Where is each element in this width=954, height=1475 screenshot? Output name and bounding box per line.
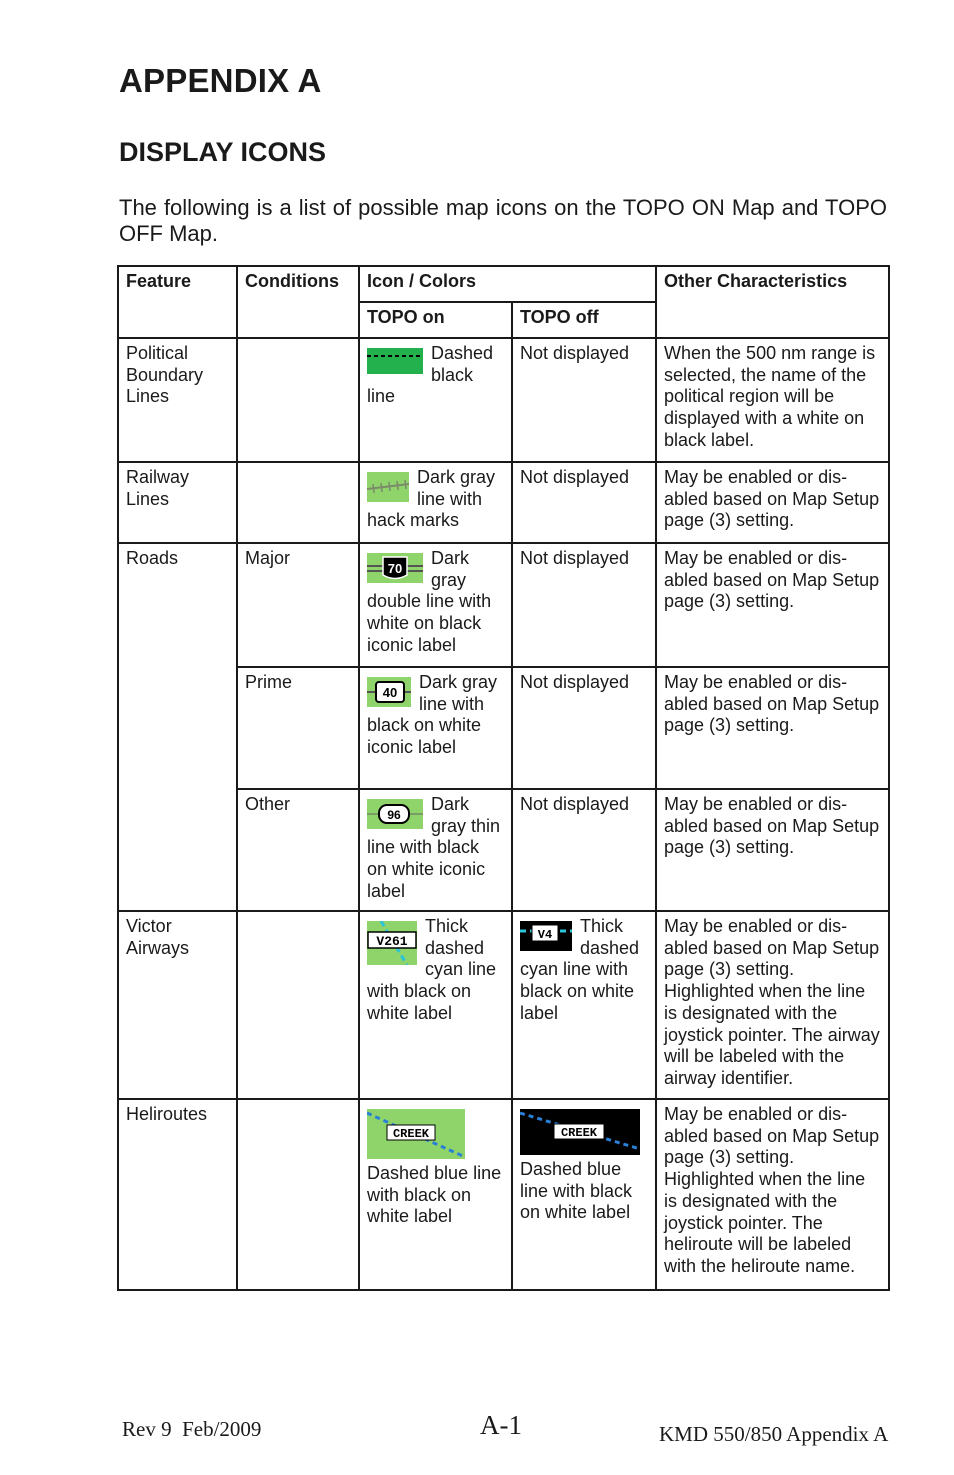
victor-airway-off-icon	[520, 921, 572, 951]
topo-on-text: Dashed blue line with black on white label	[367, 1163, 502, 1227]
major-road-label: 70	[387, 561, 403, 576]
topo-on-cell	[359, 911, 512, 1099]
conditions-cell	[237, 462, 359, 543]
topo-on-text: Thick dashed cyan line with black on white label	[367, 916, 497, 1023]
heliroute-off-icon	[520, 1109, 648, 1155]
topo-on-cell	[359, 462, 512, 543]
topo-on-cell	[359, 789, 512, 911]
topo-on-text: Dark gray line with hack marks	[367, 467, 496, 531]
conditions-cell: Major	[237, 543, 359, 667]
airway-on-label: V261	[376, 934, 408, 949]
topo-off-cell: Not displayed	[512, 667, 656, 789]
prime-road-icon	[367, 677, 411, 707]
header-conditions: Conditions	[237, 266, 359, 338]
topo-off-cell: Not displayed	[512, 789, 656, 911]
other-characteristics-cell: May be enabled or dis-abled based on Map Setup page (3) setting.	[656, 462, 889, 543]
airway-off-label: V4	[537, 928, 553, 942]
feature-cell: Political Boundary Lines	[118, 338, 237, 462]
railway-icon	[367, 472, 409, 502]
topo-off-text: Dashed blue line with black on white label	[520, 1159, 633, 1223]
topo-on-cell	[359, 1099, 512, 1290]
appendix-title: APPENDIX A	[119, 62, 322, 99]
topo-on-text: Dark gray line with black on white iconic label	[367, 672, 498, 758]
footer-revision: Rev 9 Feb/2009	[122, 1417, 262, 1441]
footer-document-title: KMD 550/850 Appendix A	[659, 1422, 889, 1446]
other-characteristics-cell: May be enabled or dis-abled based on Map Setup page (3) setting.	[656, 543, 889, 667]
table-row	[118, 462, 889, 543]
topo-on-text: Dark gray double line with white on black iconic label	[367, 548, 492, 655]
feature-cell: Railway Lines	[118, 462, 237, 543]
topo-on-cell	[359, 543, 512, 667]
page-number: A-1	[480, 1410, 522, 1440]
feature-cell: Heliroutes	[118, 1099, 237, 1290]
header-other-characteristics: Other Characteristics	[656, 266, 889, 338]
heli-off-label: CREEK	[560, 1126, 598, 1140]
conditions-cell	[237, 911, 359, 1099]
victor-airway-on-icon	[367, 921, 417, 965]
topo-on-cell	[359, 338, 512, 462]
display-icons-table	[117, 265, 890, 1291]
header-feature: Feature	[118, 266, 237, 338]
other-characteristics-cell: May be enabled or dis-abled based on Map Setup page (3) setting.	[656, 667, 889, 789]
table-row	[118, 1099, 889, 1290]
topo-off-cell	[512, 911, 656, 1099]
table-row	[118, 338, 889, 462]
topo-on-text: Dashed black line	[367, 343, 494, 407]
conditions-cell: Prime	[237, 667, 359, 789]
topo-off-cell: Not displayed	[512, 543, 656, 667]
table-row	[118, 543, 889, 667]
other-characteristics-cell: May be enabled or dis-abled based on Map Setup page (3) setting. Highlighted when the line is designated with the joystick pointer. The airway will be labeled with the airway identifier.	[656, 911, 889, 1099]
topo-off-text: Thick dashed cyan line with black on white label	[520, 916, 640, 1023]
topo-on-cell	[359, 667, 512, 789]
header-icon-colors: Icon / Colors	[359, 266, 656, 302]
conditions-cell	[237, 1099, 359, 1290]
political-boundary-icon	[367, 348, 423, 374]
other-characteristics-cell: May be enabled or dis-abled based on Map Setup page (3) setting.	[656, 789, 889, 911]
other-characteristics-cell: May be enabled or dis-abled based on Map Setup page (3) setting. Highlighted when the line is designated with the joystick pointer. The heliroute will be labeled with the heliroute name.	[656, 1099, 889, 1290]
topo-on-text: Dark gray thin line with black on white iconic label	[367, 794, 501, 901]
topo-off-cell	[512, 1099, 656, 1290]
feature-cell: Roads	[118, 543, 237, 911]
heli-on-label: CREEK	[392, 1127, 430, 1141]
conditions-cell	[237, 338, 359, 462]
section-title: DISPLAY ICONS	[119, 137, 327, 167]
topo-off-cell: Not displayed	[512, 338, 656, 462]
prime-road-label: 40	[382, 685, 398, 700]
conditions-cell: Other	[237, 789, 359, 911]
topo-off-cell: Not displayed	[512, 462, 656, 543]
table-row	[118, 911, 889, 1099]
other-road-icon	[367, 799, 423, 829]
other-characteristics-cell: When the 500 nm range is selected, the name of the political region will be displayed with a white on black label.	[656, 338, 889, 462]
header-topo-off: TOPO off	[512, 302, 656, 338]
major-road-icon	[367, 553, 423, 583]
header-topo-on: TOPO on	[359, 302, 512, 338]
other-road-label: 96	[387, 808, 401, 822]
intro-paragraph: The following is a list of possible map icons on the TOPO ON Map and TOPO OFF Map.	[119, 195, 887, 246]
heliroute-on-icon	[367, 1109, 504, 1159]
header-row	[118, 266, 889, 302]
feature-cell: Victor Airways	[118, 911, 237, 1099]
